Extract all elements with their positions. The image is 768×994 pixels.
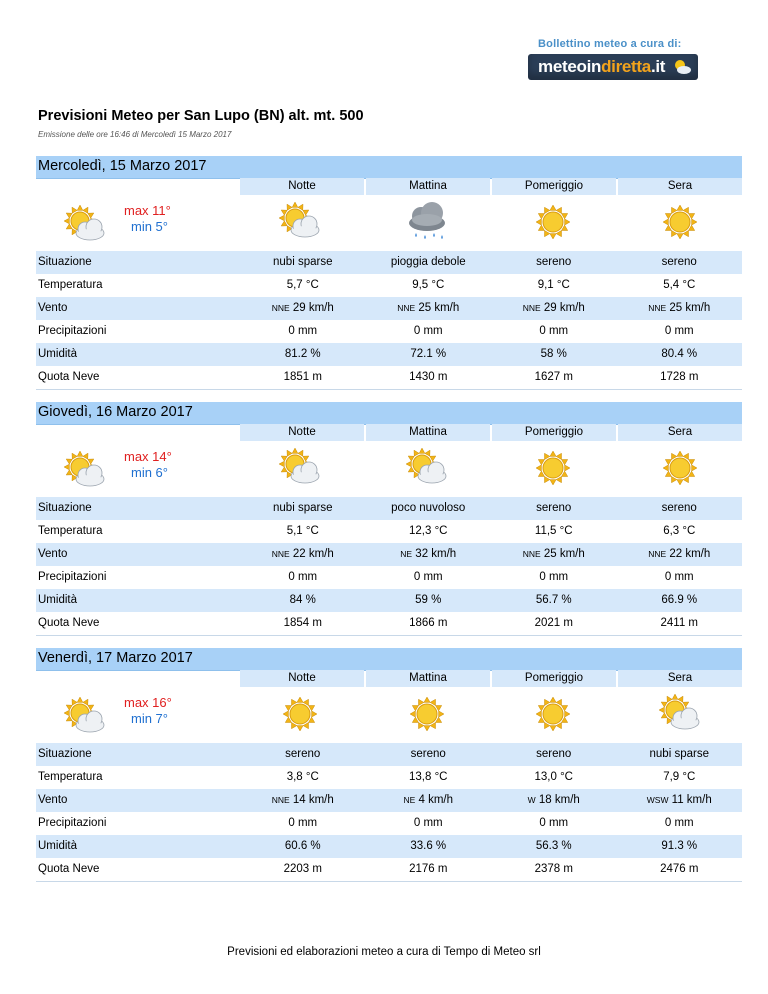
day-header (36, 648, 742, 671)
period-label: Notte (240, 424, 364, 441)
period-header (240, 670, 742, 687)
table-cell: 11,5 °C (534, 525, 573, 537)
wind-cell (366, 789, 492, 812)
wind-speed: 4 km/h (418, 794, 454, 806)
sun-icon (655, 199, 705, 245)
row-label: Vento (38, 302, 68, 314)
table-cell: 2411 m (660, 617, 698, 629)
quota-neve-row (36, 366, 742, 389)
table-cell: nubi sparse (273, 256, 333, 268)
wind-cell (240, 789, 366, 812)
sun-cloud-icon (655, 691, 705, 737)
table-cell: 2378 m (534, 863, 573, 875)
period-label: Sera (618, 670, 742, 687)
wind-direction: NNE (522, 549, 541, 559)
table-cell: 33.6 % (410, 840, 447, 852)
temperatura-row (36, 274, 742, 297)
umidita-row (36, 343, 742, 366)
table-cell: 1851 m (283, 371, 322, 383)
wind-speed: 25 km/h (418, 302, 460, 314)
page-title: Previsioni Meteo per San Lupo (BN) alt. mt. 500 (38, 108, 364, 124)
wind-direction: NNE (522, 303, 541, 313)
table-cell: 0 mm (288, 325, 318, 337)
wind-direction: NNE (648, 303, 667, 313)
day-header (36, 402, 742, 425)
table-cell: sereno (285, 748, 321, 760)
row-label: Vento (38, 548, 68, 560)
umidita-row (36, 589, 742, 612)
row-label: Situazione (38, 256, 92, 268)
wind-speed: 18 km/h (538, 794, 580, 806)
forecast-table (36, 743, 742, 882)
row-label: Vento (38, 794, 68, 806)
sun-cloud-icon (60, 448, 106, 488)
table-cell: sereno (536, 502, 572, 514)
max-temperature: max 14° (124, 449, 172, 464)
period-label: Notte (240, 178, 364, 195)
table-cell: 56.7 % (535, 594, 572, 606)
row-label: Umidità (38, 348, 77, 360)
wind-speed: 32 km/h (415, 548, 457, 560)
day-header (36, 156, 742, 179)
table-divider (36, 881, 742, 882)
umidita-row (36, 835, 742, 858)
table-cell: 0 mm (539, 817, 569, 829)
table-cell: 81.2 % (284, 348, 321, 360)
wind-cell (366, 297, 492, 320)
max-temperature: max 11° (124, 203, 171, 218)
row-label: Quota Neve (38, 371, 100, 383)
wind-cell (366, 543, 492, 566)
vento-row (36, 789, 742, 812)
table-cell: 9,5 °C (412, 279, 445, 291)
table-cell: poco nuvoloso (391, 502, 466, 514)
wind-speed: 25 km/h (543, 548, 585, 560)
wind-direction: NNE (271, 795, 290, 805)
situazione-row (36, 497, 742, 520)
wind-speed: 29 km/h (543, 302, 585, 314)
table-cell: 3,8 °C (286, 771, 319, 783)
table-cell: 0 mm (288, 571, 318, 583)
sun-cloud-icon (60, 694, 106, 734)
vento-row (36, 543, 742, 566)
table-cell: sereno (661, 502, 697, 514)
wind-cell (617, 543, 743, 566)
table-cell: 0 mm (413, 817, 443, 829)
sun-cloud-icon (402, 445, 452, 491)
wind-speed: 22 km/h (292, 548, 334, 560)
wind-direction: NE (400, 549, 413, 559)
sun-cloud-icon (275, 445, 325, 491)
wind-speed: 22 km/h (669, 548, 711, 560)
footer: Previsioni ed elaborazioni meteo a cura di Tempo di Meteo srl (227, 946, 541, 958)
rain-cloud-icon (402, 199, 452, 245)
day-block (36, 156, 742, 383)
wind-cell (240, 297, 366, 320)
day-summary (36, 195, 742, 251)
sun-cloud-icon (60, 202, 106, 242)
logo-bar (528, 54, 698, 80)
day-block (36, 648, 742, 875)
day-block (36, 402, 742, 629)
row-label: Quota Neve (38, 617, 100, 629)
row-label: Umidità (38, 840, 77, 852)
wind-direction: NNE (271, 549, 290, 559)
sun-icon (275, 691, 325, 737)
table-cell: 2203 m (283, 863, 322, 875)
sun-cloud-icon (672, 57, 692, 77)
temperatura-row (36, 766, 742, 789)
table-cell: 1854 m (283, 617, 322, 629)
day-date: Venerdì, 17 Marzo 2017 (38, 650, 193, 666)
min-temperature: min 6° (131, 465, 168, 480)
wind-direction: W (527, 795, 536, 805)
max-temperature: max 16° (124, 695, 172, 710)
table-cell: 0 mm (664, 571, 694, 583)
wind-speed: 11 km/h (671, 794, 712, 806)
row-label: Precipitazioni (38, 817, 107, 829)
day-date: Mercoledì, 15 Marzo 2017 (38, 158, 207, 174)
logo-caption: Bollettino meteo a cura di: (538, 38, 682, 50)
table-cell: 58 % (540, 348, 567, 360)
table-cell: 2476 m (660, 863, 699, 875)
precipitazioni-row (36, 320, 742, 343)
table-cell: 84 % (289, 594, 316, 606)
wind-direction: NNE (397, 303, 416, 313)
table-cell: 80.4 % (661, 348, 698, 360)
table-divider (36, 389, 742, 390)
period-label: Sera (618, 178, 742, 195)
period-label: Mattina (366, 178, 490, 195)
period-label: Pomeriggio (492, 670, 616, 687)
wind-cell (240, 543, 366, 566)
row-label: Precipitazioni (38, 325, 107, 337)
wind-speed: 29 km/h (292, 302, 334, 314)
min-temperature: min 5° (131, 219, 168, 234)
table-cell: 13,0 °C (534, 771, 573, 783)
quota-neve-row (36, 612, 742, 635)
row-label: Umidità (38, 594, 77, 606)
sun-icon (528, 691, 578, 737)
table-cell: 0 mm (288, 817, 318, 829)
period-header (240, 424, 742, 441)
logo-text: meteoindiretta.it (538, 57, 666, 76)
sun-icon (655, 445, 705, 491)
row-label: Temperatura (38, 771, 103, 783)
table-cell: 12,3 °C (409, 525, 448, 537)
table-cell: 9,1 °C (537, 279, 570, 291)
table-cell: 0 mm (413, 571, 443, 583)
sun-icon (402, 691, 452, 737)
table-cell: 1430 m (409, 371, 448, 383)
table-cell: pioggia debole (390, 256, 466, 268)
row-label: Quota Neve (38, 863, 100, 875)
table-cell: 13,8 °C (409, 771, 448, 783)
period-label: Pomeriggio (492, 424, 616, 441)
table-cell: 56.3 % (535, 840, 572, 852)
wind-speed: 14 km/h (292, 794, 334, 806)
wind-cell (491, 297, 617, 320)
table-cell: 2021 m (534, 617, 573, 629)
wind-direction: NE (403, 795, 416, 805)
situazione-row (36, 743, 742, 766)
wind-cell (617, 297, 743, 320)
table-cell: sereno (410, 748, 446, 760)
table-cell: 0 mm (664, 325, 694, 337)
period-label: Sera (618, 424, 742, 441)
table-cell: sereno (536, 748, 572, 760)
table-cell: nubi sparse (273, 502, 333, 514)
wind-cell (617, 789, 743, 812)
table-cell: 59 % (415, 594, 442, 606)
precipitazioni-row (36, 812, 742, 835)
table-cell: 5,1 °C (286, 525, 319, 537)
wind-cell (491, 789, 617, 812)
wind-cell (491, 543, 617, 566)
situazione-row (36, 251, 742, 274)
min-temperature: min 7° (131, 711, 168, 726)
period-header (240, 178, 742, 195)
row-label: Temperatura (38, 279, 103, 291)
table-cell: 5,4 °C (663, 279, 696, 291)
row-label: Precipitazioni (38, 571, 107, 583)
wind-direction: NNE (271, 303, 290, 313)
sun-icon (528, 445, 578, 491)
row-label: Temperatura (38, 525, 103, 537)
day-date: Giovedì, 16 Marzo 2017 (38, 404, 193, 420)
table-cell: 7,9 °C (663, 771, 696, 783)
table-cell: 0 mm (539, 325, 569, 337)
row-label: Situazione (38, 748, 92, 760)
day-summary (36, 441, 742, 497)
forecast-table (36, 497, 742, 636)
table-cell: 66.9 % (661, 594, 698, 606)
table-cell: 1866 m (409, 617, 448, 629)
table-cell: 2176 m (409, 863, 448, 875)
table-cell: 72.1 % (410, 348, 447, 360)
table-cell: 0 mm (413, 325, 443, 337)
row-label: Situazione (38, 502, 92, 514)
quota-neve-row (36, 858, 742, 881)
period-label: Pomeriggio (492, 178, 616, 195)
table-cell: 6,3 °C (663, 525, 696, 537)
period-label: Mattina (366, 424, 490, 441)
wind-direction: NNE (648, 549, 667, 559)
day-summary (36, 687, 742, 743)
table-cell: 5,7 °C (286, 279, 319, 291)
period-label: Mattina (366, 670, 490, 687)
temperatura-row (36, 520, 742, 543)
wind-direction: WSW (646, 795, 669, 805)
table-cell: sereno (536, 256, 572, 268)
table-divider (36, 635, 742, 636)
sun-cloud-icon (275, 199, 325, 245)
vento-row (36, 297, 742, 320)
table-cell: 1627 m (534, 371, 573, 383)
wind-speed: 25 km/h (669, 302, 711, 314)
page-subtitle: Emissione delle ore 16:46 di Mercoledì 15 Marzo 2017 (38, 130, 232, 139)
table-cell: 91.3 % (661, 840, 698, 852)
table-cell: 1728 m (660, 371, 699, 383)
table-cell: sereno (661, 256, 697, 268)
precipitazioni-row (36, 566, 742, 589)
table-cell: nubi sparse (649, 748, 709, 760)
table-cell: 0 mm (539, 571, 569, 583)
table-cell: 0 mm (664, 817, 694, 829)
forecast-table (36, 251, 742, 390)
logo (528, 38, 708, 80)
period-label: Notte (240, 670, 364, 687)
sun-icon (528, 199, 578, 245)
table-cell: 60.6 % (284, 840, 321, 852)
